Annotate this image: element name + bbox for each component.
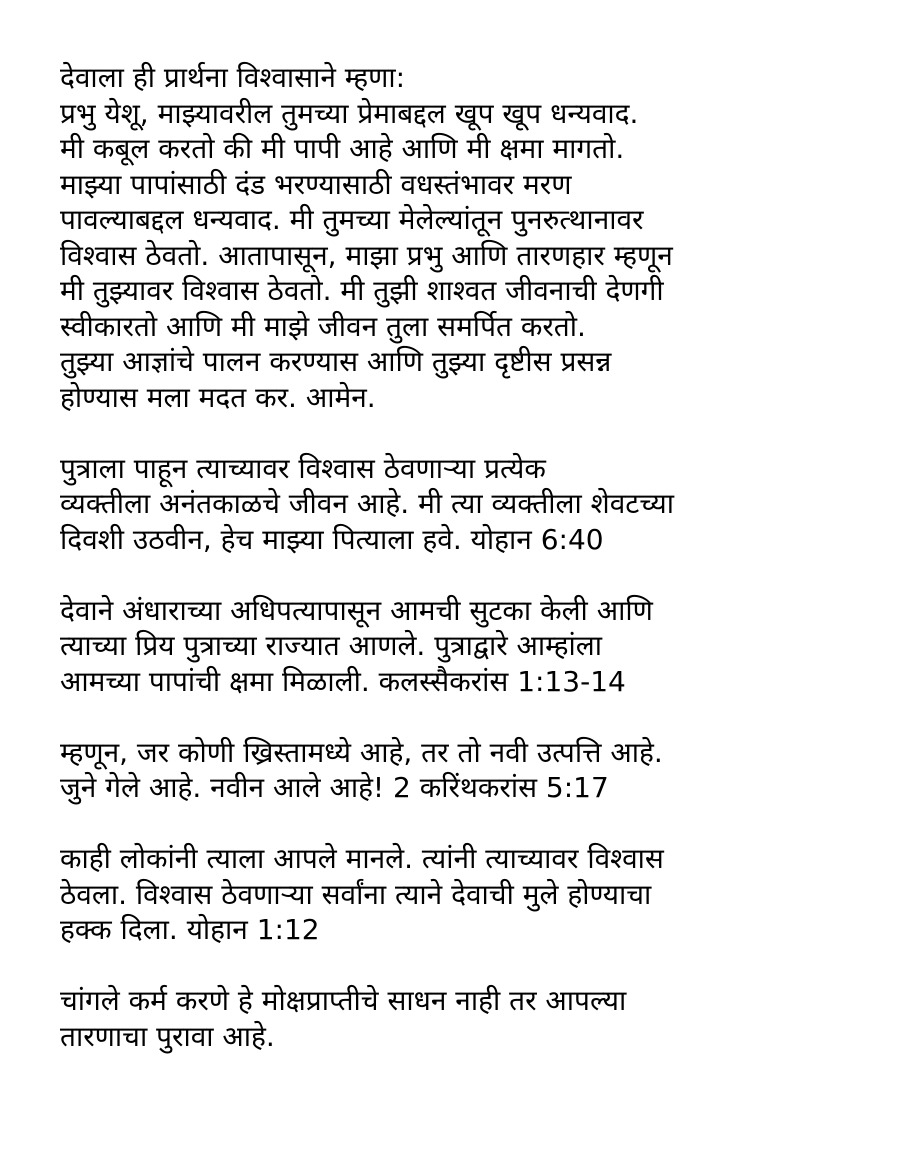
text-line: स्वीकारतो आणि मी माझे जीवन तुला समर्पित करतो.	[60, 309, 586, 343]
closing-paragraph	[60, 983, 860, 1054]
text-line: आमच्या पापांची क्षमा मिळाली. कलस्सैकरांस 1:13-14	[60, 664, 626, 698]
text-line: हक्क दिला. योहान 1:12	[60, 913, 320, 946]
text-line: ठेवला. विश्वास ठेवणाऱ्या सर्वांना त्याने देवाची मुले होण्याचा	[60, 877, 652, 911]
text-line: मी कबूल करतो की मी पापी आहे आणि मी क्षमा मागतो.	[60, 132, 625, 165]
prayer-paragraph	[60, 60, 860, 415]
text-line: मी तुझ्यावर विश्वास ठेवतो. मी तुझी शाश्वत जीवनाची देणगी	[60, 274, 664, 307]
verse-paragraph-john-6-40	[60, 451, 860, 558]
text-line: व्यक्तीला अनंतकाळचे जीवन आहे. मी त्या व्यक्तीला शेवटच्या	[60, 487, 674, 520]
text-line: तुझ्या आज्ञांचे पालन करण्यास आणि तुझ्या दृष्टीस प्रसन्न	[60, 345, 612, 378]
text-line: तारणाचा पुरावा आहे.	[60, 1019, 275, 1053]
document-page	[60, 60, 860, 1090]
verse-paragraph-colossians	[60, 593, 860, 700]
text-line: प्रभु येशू, माझ्यावरील तुमच्या प्रेमाबद्दल खूप खूप धन्यवाद.	[60, 96, 639, 130]
text-line: चांगले कर्म करणे हे मोक्षप्राप्तीचे साधन नाही तर आपल्या	[60, 984, 627, 1017]
text-line: होण्यास मला मदत कर. आमेन.	[60, 380, 376, 414]
text-line: देवाला ही प्रार्थना विश्वासाने म्हणा:	[60, 61, 406, 94]
text-line: जुने गेले आहे. नवीन आले आहे! 2 करिंथकरांस 5:17	[60, 771, 609, 804]
text-line: विश्वास ठेवतो. आतापासून, माझा प्रभु आणि तारणहार म्हणून	[60, 238, 673, 272]
text-line: पावल्याबद्दल धन्यवाद. मी तुमच्या मेलेल्यांतून पुनरुत्थानावर	[60, 203, 644, 236]
text-line: काही लोकांनी त्याला आपले मानले. त्यांनी त्याच्यावर विश्वास	[60, 842, 664, 875]
text-line: देवाने अंधाराच्या अधिपत्यापासून आमची सुटका केली आणि	[60, 593, 653, 627]
verse-paragraph-corinthians	[60, 735, 860, 806]
text-line: म्हणून, जर कोणी ख्रिस्तामध्ये आहे, तर तो नवी उत्पत्ति आहे.	[60, 735, 663, 769]
text-line: त्याच्या प्रिय पुत्राच्या राज्यात आणले. पुत्राद्वारे आम्हांला	[60, 629, 602, 662]
text-line: दिवशी उठवीन, हेच माझ्या पित्याला हवे. योहान 6:40	[60, 522, 604, 556]
verse-paragraph-john-1-12	[60, 841, 860, 948]
text-line: माझ्या पापांसाठी दंड भरण्यासाठी वधस्तंभावर मरण	[60, 167, 572, 201]
text-line: पुत्राला पाहून त्याच्यावर विश्वास ठेवणाऱ्या प्रत्येक	[60, 451, 546, 485]
